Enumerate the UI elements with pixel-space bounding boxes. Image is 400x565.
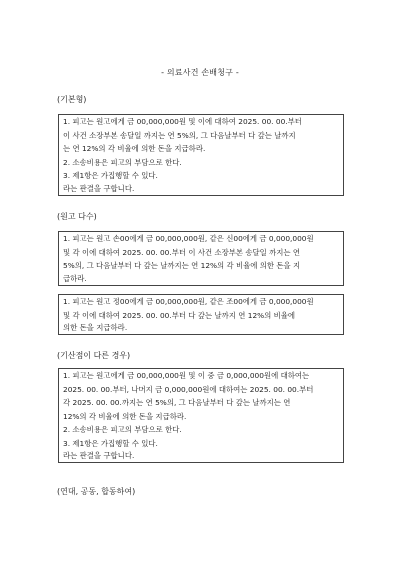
claim-line: 12%의 각 비율에 의한 돈을 지급하라. bbox=[63, 411, 187, 421]
document-title: - 의료사건 손배청구 - bbox=[161, 68, 239, 77]
claim-line: 2025. 00. 00.부터, 나머지 금 0,000,000원에 대하여는 2025. 00. 00.부터 bbox=[63, 384, 314, 394]
claim-box-basic bbox=[58, 114, 344, 196]
claim-line: 라는 판결을 구합니다. bbox=[63, 451, 135, 460]
claim-box-multiple-plaintiffs-1 bbox=[58, 231, 344, 286]
claim-line: 는 연 12%의 각 비율에 의한 돈을 지급하라. bbox=[63, 144, 206, 153]
section-heading-joint-liability: (연대, 공동, 합동하여) bbox=[57, 487, 136, 496]
claim-box-multiple-plaintiffs-2 bbox=[58, 294, 344, 335]
claim-line: 이 사건 소장부본 송달일 까지는 연 5%의, 그 다음날부터 다 갚는 날까지 bbox=[63, 130, 296, 140]
claim-line: 2. 소송비용은 피고의 부담으로 한다. bbox=[63, 157, 182, 167]
claim-line: 3. 제1항은 가집행할 수 있다. bbox=[63, 171, 158, 180]
claim-box-different-start-date bbox=[58, 368, 344, 463]
claim-line: 1. 피고는 원고에게 금 00,000,000원 및 이 중 금 0,000,000원에 대하여는 bbox=[63, 371, 310, 380]
claim-line: 1. 피고는 원고에게 금 00,000,000원 및 이에 대하여 2025. 00. 00.부터 bbox=[63, 117, 302, 126]
claim-line: 1. 피고는 원고 손00에게 금 00,000,000원, 같은 신00에게 금 0,000,000원 bbox=[63, 234, 314, 243]
claim-line: 및 각 이에 대하여 2025. 00. 00.부터 이 사건 소장부본 송달일 까지는 연 bbox=[63, 247, 301, 257]
claim-line: 1. 피고는 원고 정00에게 금 00,000,000원, 같은 조00에게 금 0,000,000원 bbox=[63, 297, 314, 306]
claim-line: 라는 판결을 구합니다. bbox=[63, 183, 135, 193]
claim-line: 급하라. bbox=[63, 273, 87, 283]
section-heading-different-start-date: (기산점이 다른 경우) bbox=[57, 351, 131, 360]
claim-line: 및 각 이에 대하여 2025. 00. 00.부터 다 갚는 날까지 연 12%의 비율에 bbox=[63, 310, 296, 320]
claim-line: 각 2025. 00. 00.까지는 연 5%의, 그 다음날부터 다 갚는 날까지는 연 bbox=[63, 398, 291, 407]
claim-line: 3. 제1항은 가집행할 수 있다. bbox=[63, 438, 158, 448]
section-heading-multiple-plaintiffs: (원고 다수) bbox=[57, 212, 97, 221]
section-heading-basic: (기본형) bbox=[57, 95, 87, 104]
claim-line: 2. 소송비용은 피고의 부담으로 한다. bbox=[63, 425, 182, 434]
claim-line: 의한 돈을 지급하라. bbox=[63, 323, 128, 332]
claim-line: 5%의, 그 다음날부터 다 갚는 날까지는 연 12%의 각 비율에 의한 돈을 지 bbox=[63, 261, 301, 270]
